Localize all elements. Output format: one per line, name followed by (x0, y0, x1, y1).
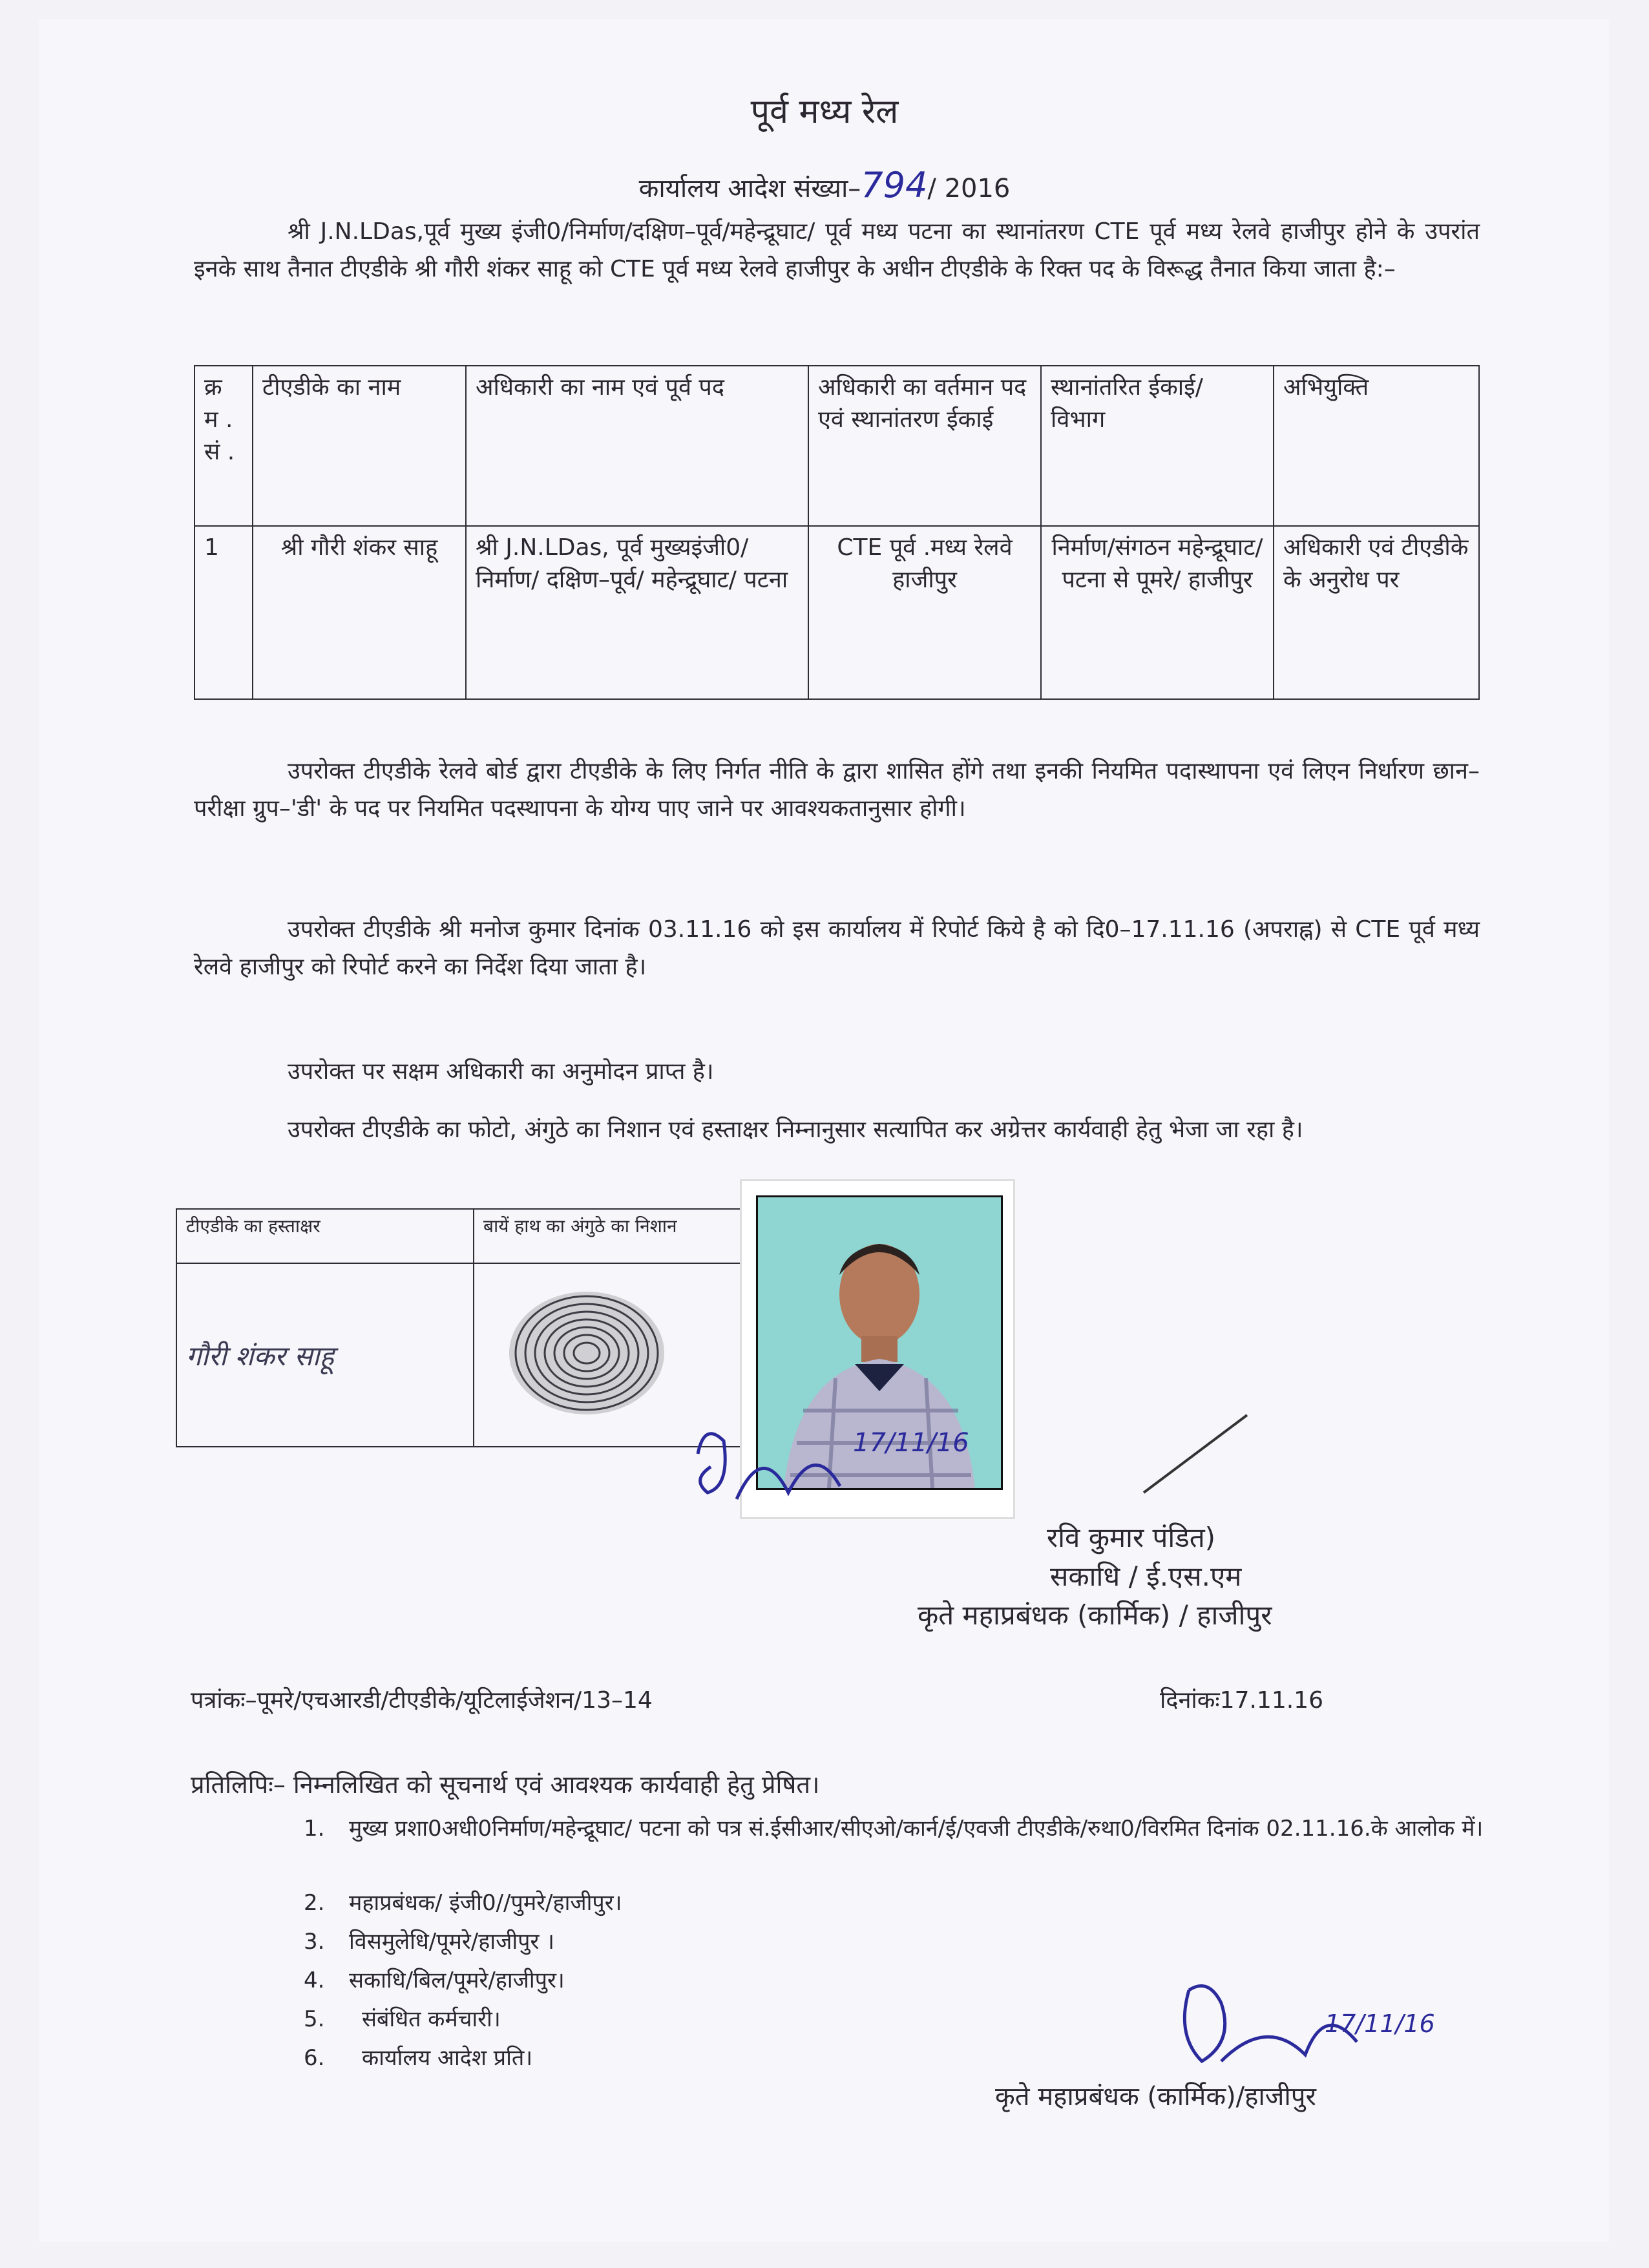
order-year: / 2016 (927, 174, 1011, 204)
copy-item-number: 1. (304, 1816, 325, 1842)
table-cell: श्री J.N.LDas, पूर्व मुख्यइंजी0/ निर्माण/ दक्षिण–पूर्व/ महेन्द्रूघाट/ पटना (466, 526, 808, 699)
copy-item-text: सकाधि/बिल/पूमरे/हाजीपुर। (349, 1968, 565, 1993)
copy-item-number: 4. (304, 1968, 325, 1993)
transfer-table (194, 365, 1480, 700)
footer-sign-date: 17/11/16 (1325, 2010, 1435, 2038)
copy-item-text: कार्यालय आदेश प्रति। (362, 2045, 533, 2071)
header-cell: अभियुक्ति (1274, 366, 1479, 526)
table-header-row (194, 366, 1479, 526)
copy-item-number: 2. (304, 1890, 325, 1916)
header-cell: अधिकारी का वर्तमान पद एवं स्थानांतरण ईकाई (808, 366, 1041, 526)
signature-table (176, 1208, 744, 1447)
attesting-date: 17/11/16 (853, 1428, 969, 1458)
table-cell: 1 (194, 526, 253, 699)
copy-item-number: 5. (304, 2006, 325, 2032)
copy-item-text: महाप्रबंधक/ इंजी0//पुमरे/हाजीपुर। (349, 1890, 622, 1916)
copy-item-text: विसमुलेधि/पूमरे/हाजीपुर । (349, 1929, 555, 1955)
intro-paragraph: श्री J.N.LDas,पूर्व मुख्य इंजी0/निर्माण/दक्षिण–पूर्व/महेन्द्रूघाट/ पूर्व मध्य पटना का स्थानांतरण CTE पूर्व मध्य रेलवे हाजीपुर होने के उपरांत इनके साथ तैनात टीएडीके श्री गौरी शंकर साहू को CTE पूर्व मध्य रेलवे हाजीपुर के अधीन टीएडीके के रिक्त पद के विरूद्ध तैनात किया जाता है:– (194, 218, 1480, 282)
copy-item-text: मुख्य प्रशा0अधी0निर्माण/महेन्द्रूघाट/ पटना को पत्र सं.ईसीआर/सीएओ/कार्न/ई/एवजी टीएडीके/रुथा0/विरमित दिनांक 02.11.16.के आलोक में। (349, 1816, 1484, 1842)
table-cell: अधिकारी एवं टीएडीके के अनुरोध पर (1274, 526, 1479, 699)
thumbprint-image (483, 1282, 690, 1424)
employee-signature: गौरी शंकर साहू (186, 1339, 334, 1372)
table-cell: CTE पूर्व .मध्य रेलवे हाजीपुर (808, 526, 1041, 699)
copy-item-number: 3. (304, 1929, 325, 1955)
paragraph-report: उपरोक्त टीएडीके श्री मनोज कुमार दिनांक 03.11.16 को इस कार्यालय में रिपोर्ट किये है को दि0–17.11.16 (अपराह्न) से CTE पूर्व मध्य रेलवे हाजीपुर को रिपोर्ट करने का निर्देश दिया जाता है। (194, 916, 1480, 980)
pen-stroke-mark (1137, 1409, 1254, 1499)
table-cell: श्री गौरी शंकर साहू (253, 526, 466, 699)
letter-number: पत्रांकः–पूमरे/एचआरडी/टीएडीके/यूटिलाईजेशन/13–14 (191, 1687, 653, 1714)
signatory-name: रवि कुमार पंडित) (1047, 1522, 1216, 1553)
header-cell: टीएडीके का नाम (253, 366, 466, 526)
paragraph-verification: उपरोक्त टीएडीके का फोटो, अंगुठे का निशान एवं हस्ताक्षर निम्नानुसार सत्यापित कर अग्रेत्तर कार्यवाही हेतु भेजा जा रहा है। (288, 1117, 1303, 1143)
copy-item-text: संबंधित कर्मचारी। (362, 2006, 501, 2032)
copy-item-number: 6. (304, 2045, 325, 2071)
header-cell: स्थानांतरित ईकाई/ विभाग (1041, 366, 1274, 526)
sig-col-signature: टीएडीके का हस्ताक्षर (176, 1209, 474, 1263)
order-line (0, 165, 1649, 205)
letter-date: दिनांकः17.11.16 (1160, 1687, 1323, 1714)
sig-col-thumb: बायें हाथ का अंगुठे का निशान (474, 1209, 744, 1263)
order-number: 794 (861, 165, 928, 205)
paragraph-policy: उपरोक्त टीएडीके रेलवे बोर्ड द्वारा टीएडीके के लिए निर्गत नीति के द्वारा शासित होंगे तथा इनकी नियमित पदास्थापना एवं लिएन निर्धारण छान–परीक्षा ग्रुप–'डी' के पद पर नियमित पदस्थापना के योग्य पाए जाने पर आवश्यकतानुसार होगी। (194, 758, 1480, 822)
signatory-office: कृते महाप्रबंधक (कार्मिक) / हाजीपुर (918, 1599, 1272, 1631)
paragraph-approval: उपरोक्त पर सक्षम अधिकारी का अनुमोदन प्राप्त है। (288, 1058, 714, 1085)
header-cell: क्र म . सं . (194, 366, 253, 526)
footer-office: कृते महाप्रबंधक (कार्मिक)/हाजीपुर (995, 2082, 1316, 2112)
table-row (194, 526, 1479, 699)
copy-to-heading: प्रतिलिपिः– निम्नलिखित को सूचनार्थ एवं आवश्यक कार्यवाही हेतु प्रेषित। (191, 1770, 820, 1799)
header-cell: अधिकारी का नाम एवं पूर्व पद (466, 366, 808, 526)
table-cell: निर्माण/संगठन महेन्द्रूघाट/ पटना से पूमरे/ हाजीपुर (1041, 526, 1274, 699)
org-title: पूर्व मध्य रेल (750, 92, 899, 131)
sig-row (176, 1263, 744, 1447)
order-prefix: कार्यालय आदेश संख्या– (638, 174, 861, 204)
signatory-designation: सकाधि / ई.एस.एम (1050, 1560, 1242, 1592)
sig-header-row (176, 1209, 744, 1263)
